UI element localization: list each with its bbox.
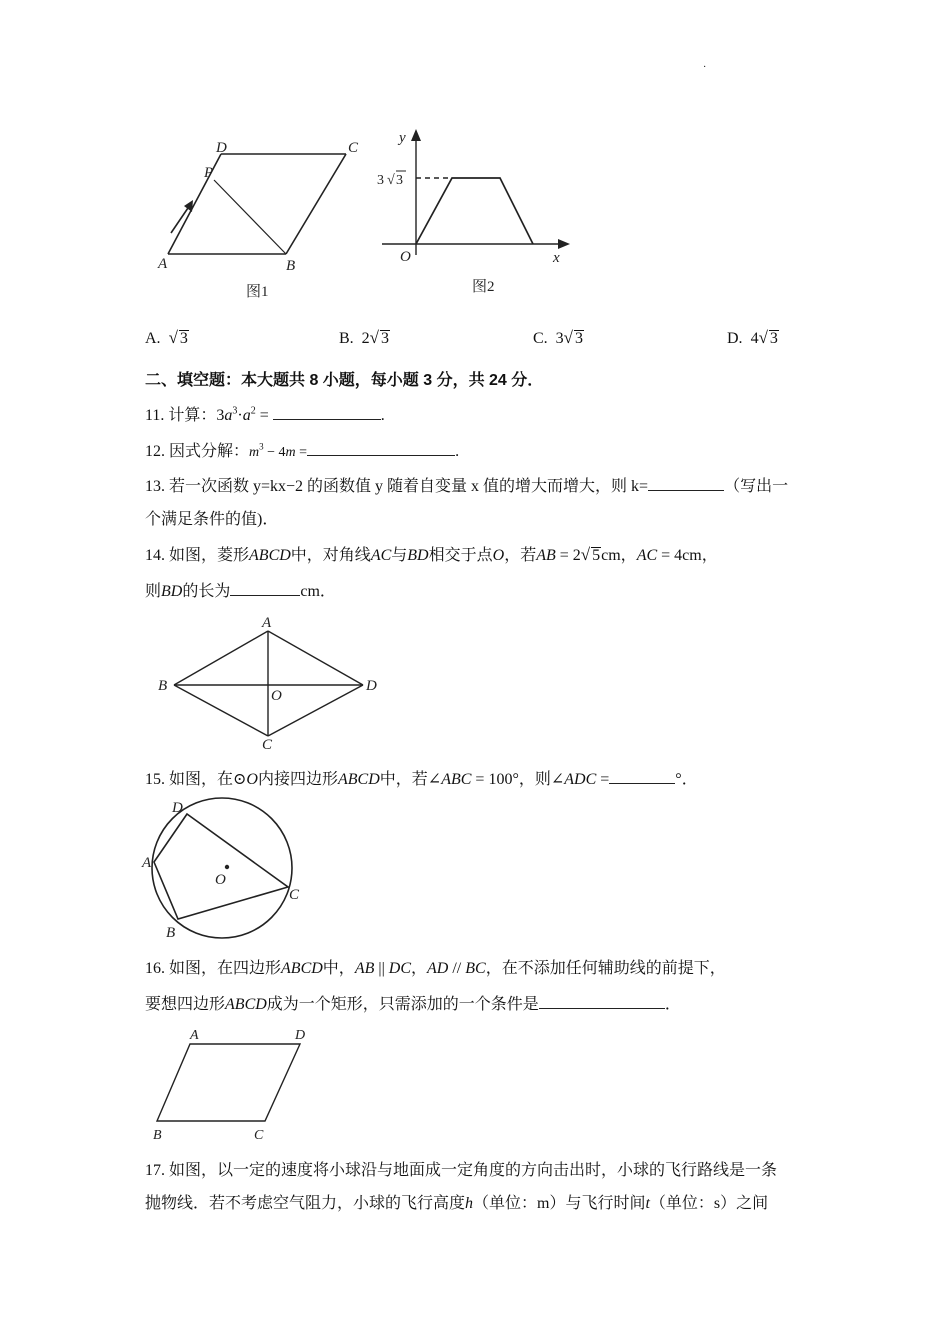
fig2-y-value-rad: 3 <box>396 173 403 188</box>
fig2-origin-label: O <box>400 249 411 265</box>
q16-figure <box>145 1022 320 1147</box>
option-d-rad: 3 <box>769 330 778 347</box>
q15-o: O <box>246 771 258 788</box>
fig2-y-value-coef: 3 <box>377 173 384 188</box>
fig2-x-label: x <box>553 250 560 266</box>
q14-label-a: A <box>262 615 272 631</box>
q15-text-f: °． <box>675 771 698 788</box>
q14-text-b: 中，对角线 <box>290 547 371 564</box>
question-12 <box>145 438 459 461</box>
q16-text-g: ． <box>664 996 681 1013</box>
question-17-line-1: 17. 如图，以一定的速度将小球沿与地面成一定角度的方向击出时，小球的飞行路线是一条 <box>145 1162 778 1179</box>
q17-t: t <box>645 1195 650 1212</box>
q14-bd2: BD <box>161 583 183 600</box>
section-2-title: 二、填空题：本大题共 8 小题，每小题 3 分，共 24 分． <box>145 372 544 389</box>
q12-minus-4: − 4 <box>263 445 286 460</box>
fig1-arrow-head <box>184 200 193 212</box>
question-15 <box>145 766 698 789</box>
q11-var-a2: a <box>242 407 251 424</box>
q13-text: 13. 若一次函数 y=kx−2 的函数值 y 随着自变量 x 值的增大而增大，则 k= <box>145 478 649 495</box>
q16-answer-blank[interactable] <box>539 994 665 1009</box>
q16-label-b: B <box>153 1128 162 1143</box>
option-d-letter: D. <box>727 330 743 347</box>
q16-abcd: ABCD <box>281 960 323 977</box>
q14-label-o: O <box>271 688 282 704</box>
q16-parallelogram <box>157 1044 300 1121</box>
option-b-rad: 3 <box>381 330 390 347</box>
option-a-letter: A. <box>145 330 161 347</box>
fig2-y-value-root: √ <box>387 173 395 188</box>
q16-label-d: D <box>295 1028 306 1043</box>
q15-text-c: 中，若∠ <box>379 771 442 788</box>
q14-figure <box>150 610 390 755</box>
option-c-rad: 3 <box>575 330 584 347</box>
question-13-line-2: 个满足条件的值)． <box>145 511 279 528</box>
q12-number: 12. 因式分解： <box>145 443 250 460</box>
option-c-letter: C. <box>533 330 548 347</box>
q13-text-end: （写出一 <box>724 478 789 495</box>
fig1-caption: 图1 <box>246 284 269 300</box>
q14-bd: BD <box>407 547 429 564</box>
q15-text-e: = <box>596 771 610 788</box>
q11-coef: 3 <box>216 407 225 424</box>
q14-side-bc <box>174 685 268 736</box>
q12-exp: 3 <box>259 441 264 452</box>
q16-label-a: A <box>190 1028 199 1043</box>
q11-end: . <box>380 407 385 424</box>
q17-text-c: （单位：s）之间 <box>649 1195 769 1212</box>
q16-bc: BC <box>465 960 486 977</box>
q15-label-a: A <box>142 855 152 871</box>
q15-answer-blank[interactable] <box>609 769 675 784</box>
q15-adc: ADC <box>564 771 597 788</box>
q13-answer-blank[interactable] <box>648 476 724 491</box>
fig1-label-d: D <box>216 140 227 156</box>
q14-label-d: D <box>366 678 377 694</box>
fig2-y-label: y <box>399 130 406 146</box>
figure-2 <box>370 125 590 305</box>
q16-text-d: ，在不添加任何辅助线的前提下， <box>485 960 726 977</box>
q11-number: 11. 计算： <box>145 407 217 424</box>
option-a: A. √ 3 <box>145 328 188 347</box>
q14-text-h: 则 <box>145 583 162 600</box>
q11-exp-3: 3 <box>232 405 238 417</box>
q15-text-d: = 100°，则∠ <box>471 771 565 788</box>
q16-abcd2: ABCD <box>225 996 267 1013</box>
q14-text-e: ，若 <box>504 547 537 564</box>
q14-side-ad <box>268 631 363 685</box>
q14-text-a: 14. 如图，菱形 <box>145 547 250 564</box>
q12-var-m: m <box>249 445 260 460</box>
q14-ac-eq: = 4cm <box>657 547 702 564</box>
q17-text-a: 抛物线．若不考虑空气阻力，小球的飞行高度 <box>145 1195 466 1212</box>
q16-text-c: ， <box>411 960 428 977</box>
fig2-graph <box>416 178 533 244</box>
q14-text-g: ， <box>701 547 718 564</box>
fig2-x-arrow <box>558 239 570 249</box>
q12-answer-blank[interactable] <box>307 441 455 456</box>
q14-o: O <box>492 547 505 564</box>
q14-text-j: cm． <box>300 583 336 600</box>
q16-text-b: 中， <box>322 960 355 977</box>
q15-abcd: ABCD <box>338 771 380 788</box>
q15-label-o: O <box>215 872 226 888</box>
q14-text-c: 与 <box>391 547 408 564</box>
q16-text-a: 16. 如图，在四边形 <box>145 960 282 977</box>
q14-ab-eq: = 2 <box>555 547 581 564</box>
q14-answer-blank[interactable] <box>230 581 300 596</box>
q14-ab: AB <box>536 547 556 564</box>
q17-text-b: （单位：m）与飞行时间 <box>473 1195 646 1212</box>
q11-var-a: a <box>224 407 233 424</box>
q17-h: h <box>465 1195 474 1212</box>
option-a-rad: 3 <box>179 330 188 347</box>
q14-ab-rad: 5 <box>592 547 601 564</box>
q14-label-b: B <box>158 678 168 694</box>
fig2-caption: 图2 <box>472 279 495 295</box>
option-c-coef: 3 <box>555 330 564 347</box>
option-d: D. 4√ 3 <box>727 328 778 347</box>
q16-ad: AD <box>427 960 449 977</box>
page-dot: · <box>703 62 707 73</box>
fig1-label-b: B <box>286 258 296 274</box>
option-b-letter: B. <box>339 330 354 347</box>
question-16-line-2 <box>145 991 681 1014</box>
question-11 <box>145 402 385 425</box>
q14-side-cd <box>268 685 363 736</box>
q14-text-d: 相交于点 <box>428 547 493 564</box>
q14-abcd: ABCD <box>249 547 291 564</box>
q15-label-d: D <box>172 800 183 816</box>
q14-ac: AC <box>370 547 392 564</box>
q15-quadrilateral <box>154 814 288 919</box>
option-b-coef: 2 <box>361 330 370 347</box>
question-13-line-1 <box>145 473 788 496</box>
q16-parallel-1: || <box>374 960 389 977</box>
option-c: C. 3√ 3 <box>533 328 584 347</box>
q16-dc: DC <box>388 960 411 977</box>
figure-1 <box>150 130 370 310</box>
q14-ab-unit: cm <box>601 547 621 564</box>
fig1-segment-pb <box>214 180 286 254</box>
q11-equals: = <box>255 407 273 424</box>
q15-center-dot <box>225 865 229 869</box>
question-16-line-1 <box>145 955 726 978</box>
q12-end: . <box>455 443 460 460</box>
q11-answer-blank[interactable] <box>273 405 381 420</box>
q16-label-c: C <box>254 1128 264 1143</box>
q15-label-c: C <box>289 887 300 903</box>
fig1-side-bc <box>286 154 346 254</box>
fig1-label-c: C <box>348 140 359 156</box>
fig1-label-p: P <box>204 165 214 181</box>
q15-label-b: B <box>166 925 176 941</box>
q15-figure <box>140 795 315 945</box>
q14-text-i: 的长为 <box>182 583 231 600</box>
question-14-line-2 <box>145 578 336 601</box>
option-b: B. 2√ 3 <box>339 328 390 347</box>
q14-label-c: C <box>262 737 273 753</box>
q14-side-ab <box>174 631 268 685</box>
q16-text-e: 要想四边形 <box>145 996 226 1013</box>
q14-ac-expr: AC <box>636 547 658 564</box>
q15-text-a: 15. 如图，在⊙ <box>145 771 247 788</box>
q12-var-m2: m <box>285 445 296 460</box>
q15-circle <box>152 798 292 938</box>
q16-text-f: 成为一个矩形，只需添加的一个条件是 <box>266 996 539 1013</box>
question-14-line-1: 14. 如图，菱形ABCD中，对角线AC与BD相交于点O，若AB = 2√ 5cm，AC = 4cm， <box>145 545 718 564</box>
q16-ab: AB <box>354 960 375 977</box>
q14-text-f: ， <box>620 547 637 564</box>
option-d-coef: 4 <box>750 330 759 347</box>
q15-text-b: 内接四边形 <box>257 771 338 788</box>
question-17-line-2 <box>145 1190 768 1213</box>
fig1-label-a: A <box>158 256 168 272</box>
q12-equals: = <box>295 445 308 460</box>
q11-dot: · <box>237 407 243 424</box>
q16-parallel-2: // <box>448 960 466 977</box>
q15-abc: ABC <box>441 771 472 788</box>
fig2-y-arrow <box>411 129 421 141</box>
q11-exp-2: 2 <box>250 405 256 417</box>
